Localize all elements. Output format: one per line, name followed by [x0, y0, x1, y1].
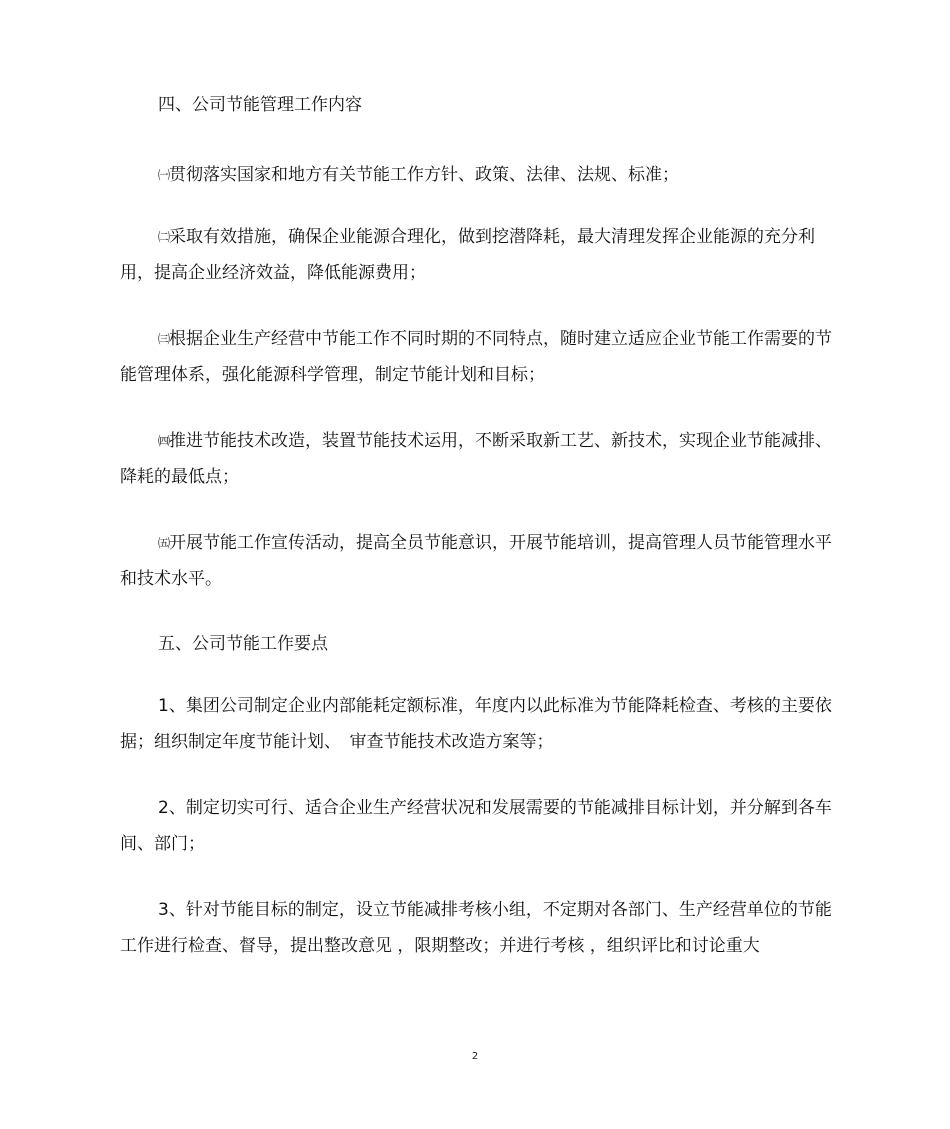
- item-marker: ㈢: [158, 332, 170, 346]
- section-4-item-4: [120, 423, 832, 495]
- item-text: 推进节能技术改造，装置节能技术运用，不断采取新工艺、新技术，实现企业节能减排、降耗的最低点；: [120, 431, 833, 487]
- section-5-item-2: 2、制定切实可行、适合企业生产经营状况和发展需要的节能减排目标计划，并分解到各车间、部门；: [120, 798, 832, 854]
- section-5-item-1: 1、集团公司制定企业内部能耗定额标准，年度内以此标准为节能降耗检查、考核的主要依据；组织制定年度节能计划、 审查节能技术改造方案等；: [120, 696, 832, 752]
- item-marker: ㈣: [158, 434, 170, 448]
- section-4-item-2: [120, 219, 832, 291]
- item-text: 采取有效措施，确保企业能源合理化，做到挖潜降耗，最大清理发挥企业能源的充分利用，提高企业经济效益，降低能源费用；: [120, 227, 816, 283]
- item-marker: ㈤: [158, 536, 170, 550]
- item-text: 贯彻落实国家和地方有关节能工作方针、政策、法律、法规、标准；: [169, 165, 680, 185]
- item-marker: ㈠: [158, 168, 170, 182]
- section-5-item-3: 3、针对节能目标的制定，设立节能减排考核小组，不定期对各部门、生产经营单位的节能工作进行检查、督导，提出整改意见 ，限期整改；并进行考核 ，组织评比和讨论重大: [120, 900, 832, 956]
- item-text: 根据企业生产经营中节能工作不同时期的不同特点，随时建立适应企业节能工作需要的节能管理体系，强化能源科学管理，制定节能计划和目标；: [120, 329, 833, 385]
- item-text: 开展节能工作宣传活动，提高全员节能意识，开展节能培训，提高管理人员节能管理水平和技术水平。: [120, 533, 833, 589]
- section-4-item-5: [120, 525, 832, 597]
- section-4-heading: 四、公司节能管理工作内容: [158, 95, 362, 115]
- page-number: 2: [471, 1051, 479, 1062]
- section-4-item-3: [120, 321, 832, 393]
- section-4-item-1: [120, 157, 832, 193]
- section-5-heading: 五、公司节能工作要点: [158, 634, 328, 654]
- item-marker: ㈡: [158, 230, 170, 244]
